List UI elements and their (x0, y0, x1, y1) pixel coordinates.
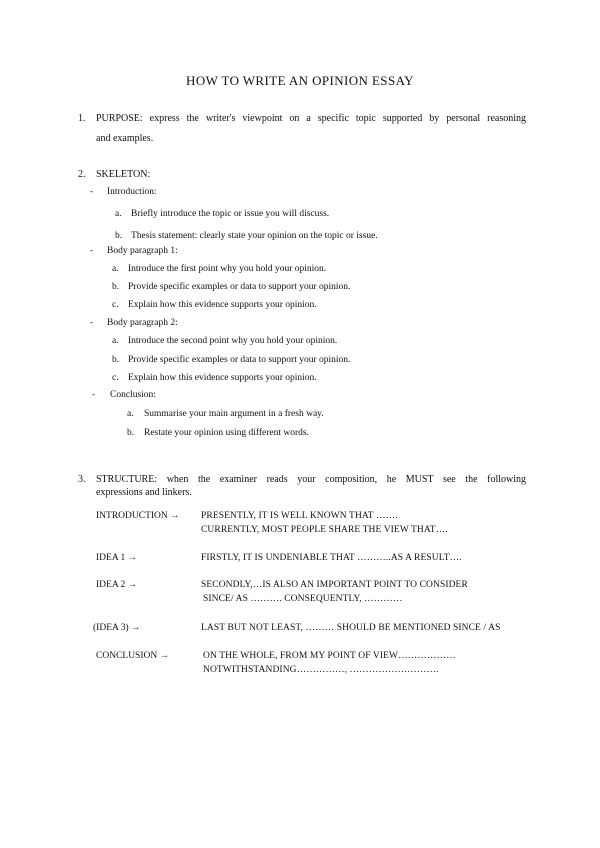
structure-line-2: expressions and linkers. (96, 487, 192, 498)
list-marker: a. (112, 336, 119, 346)
structure-line-1: STRUCTURE: when the examiner reads your composition, he MUST see the following (96, 474, 526, 485)
list-marker: b. (127, 428, 135, 438)
part-label-body-paragraph-2: Body paragraph 2: (107, 318, 178, 328)
list-item: Restate your opinion using different words. (144, 428, 309, 438)
structure-label-idea-3: (IDEA 3) → (93, 623, 141, 633)
structure-label-idea-2: IDEA 2 → (96, 580, 138, 590)
section-number-skeleton: 2. (78, 169, 86, 180)
structure-expression: SECONDLY,…IS ALSO AN IMPORTANT POINT TO CONSIDER (201, 580, 468, 590)
structure-expression: NOTWITHSTANDING……………, ………………………. (203, 665, 439, 675)
section-number-structure: 3. (78, 474, 86, 485)
structure-label-idea-1: IDEA 1 → (96, 553, 138, 563)
list-item: Provide specific examples or data to support your opinion. (128, 355, 351, 365)
list-bullet: - (90, 318, 94, 328)
list-marker: b. (115, 231, 123, 241)
purpose-line-1: PURPOSE: express the writer's viewpoint on a specific topic supported by personal reasoning (96, 113, 526, 124)
document-title: HOW TO WRITE AN OPINION ESSAY (186, 73, 414, 88)
list-item: Explain how this evidence supports your opinion. (128, 373, 317, 383)
part-label-introduction: Introduction: (107, 187, 157, 197)
structure-expression: FIRSTLY, IT IS UNDENIABLE THAT ………..AS A RESULT…. (201, 553, 462, 563)
list-item: Provide specific examples or data to support your opinion. (128, 282, 351, 292)
part-label-body-paragraph-1: Body paragraph 1: (107, 246, 178, 256)
structure-expression: LAST BUT NOT LEAST, ……… SHOULD BE MENTIONED SINCE / AS (201, 623, 501, 633)
list-marker: c. (112, 373, 119, 383)
list-bullet: - (90, 246, 94, 256)
structure-expression: ON THE WHOLE, FROM MY POINT OF VIEW……………… (203, 651, 456, 661)
structure-expression: SINCE/ AS ………. CONSEQUENTLY, ………… (203, 594, 403, 604)
list-item: Briefly introduce the topic or issue you will discuss. (131, 209, 330, 219)
skeleton-heading: SKELETON: (96, 169, 151, 180)
structure-expression: CURRENTLY, MOST PEOPLE SHARE THE VIEW THAT…. (201, 525, 448, 535)
list-marker: b. (112, 355, 120, 365)
list-marker: c. (112, 300, 119, 310)
structure-label-introduction: INTRODUCTION → (96, 511, 180, 521)
list-item: Introduce the second point why you hold your opinion. (128, 336, 338, 346)
structure-expression: PRESENTLY, IT IS WELL KNOWN THAT ……. (201, 511, 398, 521)
section-number-purpose: 1. (78, 113, 86, 124)
list-marker: a. (115, 209, 122, 219)
list-marker: a. (127, 409, 134, 419)
list-bullet: - (90, 187, 94, 197)
list-marker: a. (112, 264, 119, 274)
list-item: Introduce the first point why you hold your opinion. (128, 264, 327, 274)
purpose-line-2: and examples. (96, 133, 154, 144)
list-item: Thesis statement: clearly state your opinion on the topic or issue. (131, 231, 378, 241)
part-label-conclusion: Conclusion: (110, 390, 156, 400)
list-item: Explain how this evidence supports your opinion. (128, 300, 317, 310)
structure-label-conclusion: CONCLUSION → (96, 651, 170, 661)
list-item: Summarise your main argument in a fresh way. (144, 409, 324, 419)
list-marker: b. (112, 282, 120, 292)
list-bullet: - (92, 390, 96, 400)
